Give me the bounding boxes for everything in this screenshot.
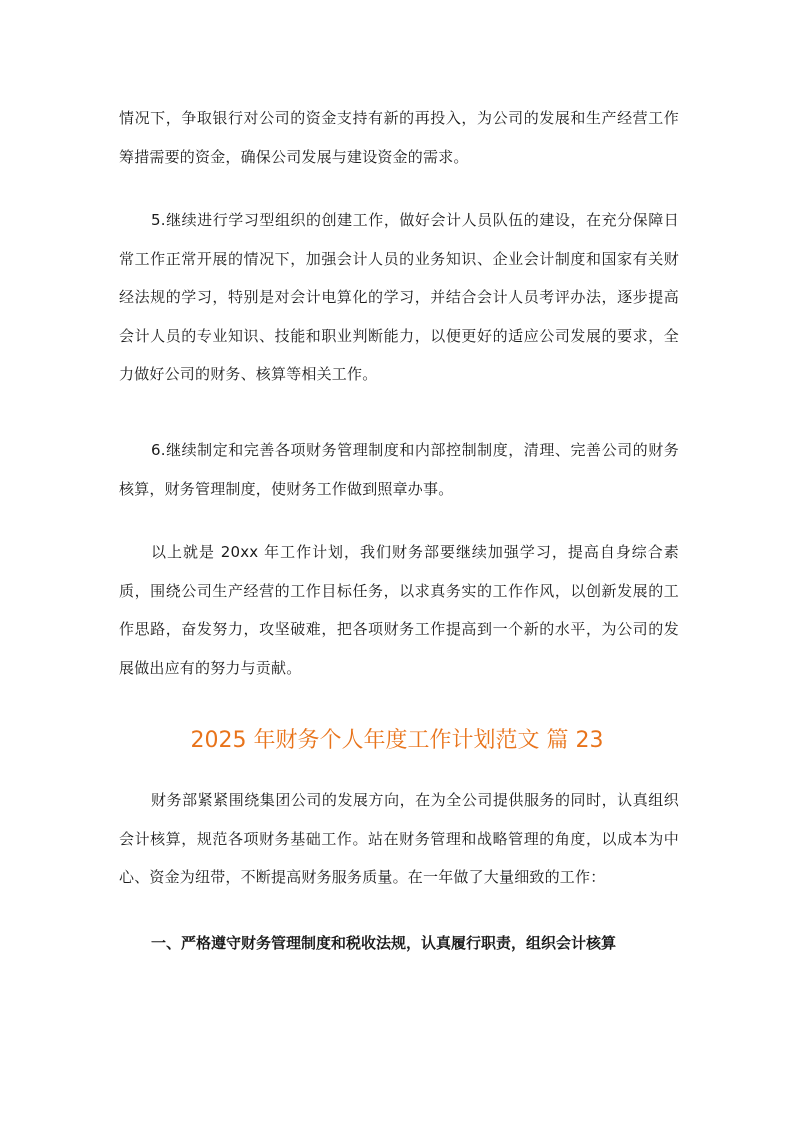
section-title: 2025 年财务个人年度工作计划范文 篇 23: [190, 728, 604, 753]
paragraph-section-intro: 财务部紧紧围绕集团公司的发展方向，在为全公司提供服务的同时，认真组织会计核算，规范各项财务基础工作。站在财务管理和战略管理的角度，以成本为中心、资金为纽带，不断提高财务服务质量。在一年做了大量细致的工作：: [119, 791, 679, 886]
paragraph-summary: 以上就是 20xx 年工作计划，我们财务部要继续加强学习，提高自身综合素质，围绕公司生产经营的工作目标任务，以求真务实的工作作风，以创新发展的工作思路，奋发努力，攻坚破难，把各项财务工作提高到一个新的水平，为公司的发展做出应有的努力与贡献。: [119, 543, 679, 677]
paragraph-item-6-management-system: 6.继续制定和完善各项财务管理制度和内部控制制度，清理、完善公司的财务核算，财务管理制度，使财务工作做到照章办事。: [119, 441, 679, 498]
paragraph-continued-financing: 情况下，争取银行对公司的资金支持有新的再投入，为公司的发展和生产经营工作筹措需要的资金，确保公司发展与建设资金的需求。: [119, 109, 679, 166]
subheading-item-1: 一、严格遵守财务管理制度和税收法规，认真履行职责，组织会计核算: [151, 934, 617, 952]
paragraph-item-5-learning-organization: 5.继续进行学习型组织的创建工作，做好会计人员队伍的建设，在充分保障日常工作正常开展的情况下，加强会计人员的业务知识、企业会计制度和国家有关财经法规的学习，特别是对会计电算化的学习，并结合会计人员考评办法，逐步提高会计人员的专业知识、技能和职业判断能力，以便更好的适应公司发展的要求，全力做好公司的财务、核算等相关工作。: [119, 211, 679, 383]
